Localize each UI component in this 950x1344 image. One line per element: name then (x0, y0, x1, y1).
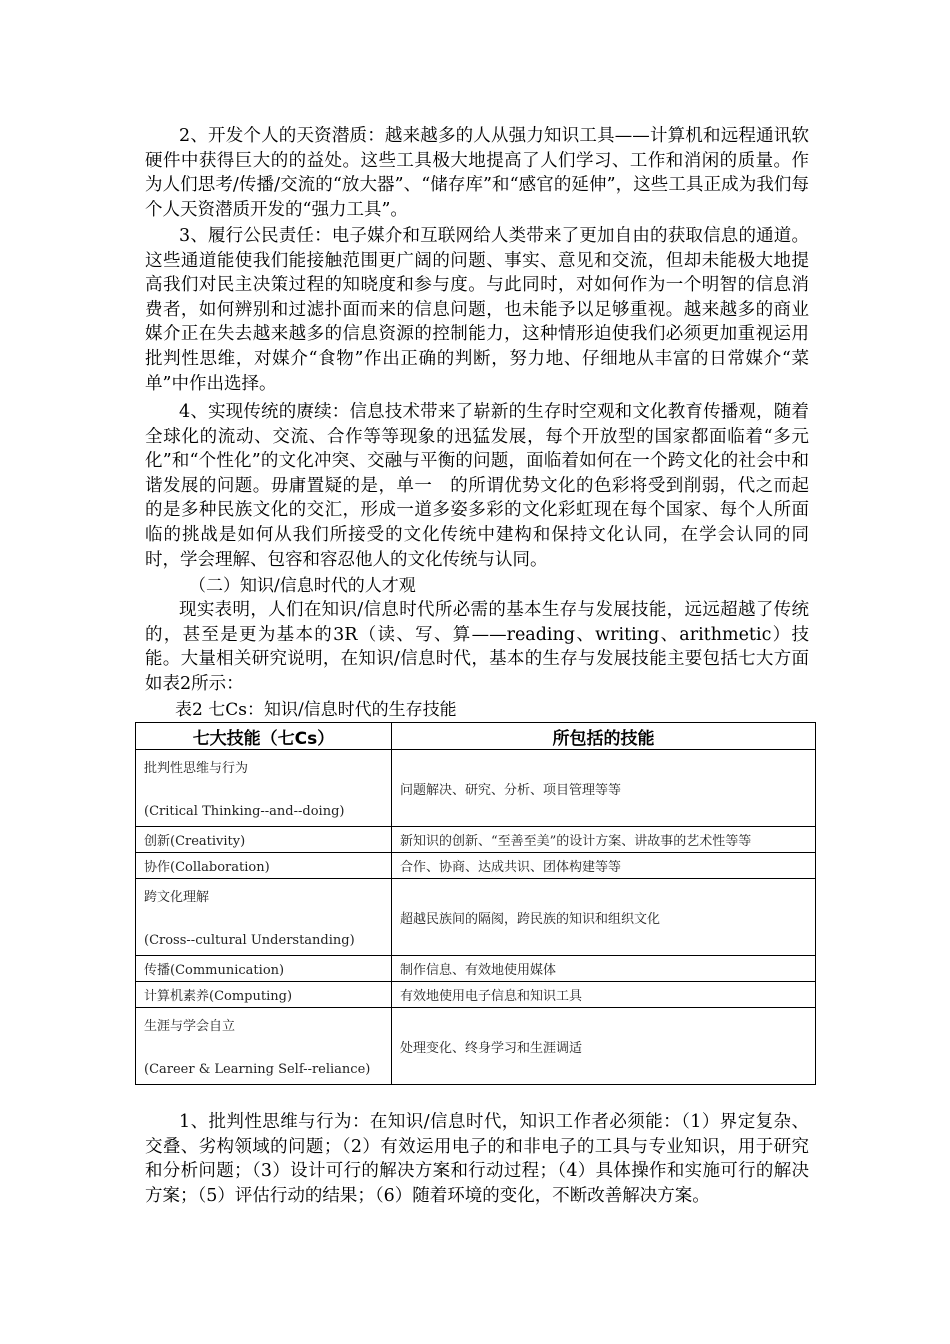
paragraph-talent-view: 现实表明，人们在知识/信息时代所必需的基本生存与发展技能，远远超越了传统的，甚至是更为基本的3R（读、写、算——reading、writing、arithmetic）技能。大量相关研究说明，在知识/信息时代，基本的生存与发展技能主要包括七大方面如表2所示： (145, 600, 809, 694)
section-subheading: （二）知识/信息时代的人才观 (189, 576, 416, 596)
table-row (136, 1008, 816, 1085)
table-caption: 表2 七Cs：知识/信息时代的生存技能 (175, 700, 457, 720)
skill-detail-cell: 新知识的创新、“至善至美”的设计方案、讲故事的艺术性等等 (392, 827, 816, 853)
skill-detail-cell: 制作信息、有效地使用媒体 (392, 956, 816, 982)
table-header-row (136, 723, 816, 750)
skill-detail-cell: 有效地使用电子信息和知识工具 (392, 982, 816, 1008)
table-row (136, 853, 816, 879)
skill-name-cell: 计算机素养(Computing) (136, 982, 392, 1008)
paragraph-civic-duty: 3、履行公民责任：电子媒介和互联网给人类带来了更加自由的获取信息的通道。这些通道能使我们能接触范围更广阔的问题、事实、意见和交流，但却未能极大地提高我们对民主决策过程的知晓度和参与度。与此同时，对如何作为一个明智的信息消费者，如何辨别和过滤扑面而来的信息问题，也未能予以足够重视。越来越多的商业媒介正在失去越来越多的信息资源的控制能力，这种情形迫使我们必须更加重视运用批判性思维，对媒介“食物”作出正确的判断，努力地、仔细地从丰富的日常媒介“菜单”中作出选择。 (145, 226, 809, 394)
skill-name-zh: 生涯与学会自立 (144, 1019, 236, 1034)
table-row (136, 827, 816, 853)
skill-name-zh: 跨文化理解 (144, 890, 210, 905)
table-row (136, 982, 816, 1008)
skill-name-cell: 协作(Collaboration) (136, 853, 392, 879)
skill-detail-cell: 超越民族间的隔阂，跨民族的知识和组织文化 (392, 879, 816, 956)
skill-detail-cell: 合作、协商、达成共识、团体构建等等 (392, 853, 816, 879)
skill-name-cell (136, 879, 392, 956)
skills-table (135, 722, 816, 1085)
header-seven-cs: 七大技能（七Cs） (136, 723, 392, 750)
paragraph-critical-thinking: 1、批判性思维与行为：在知识/信息时代，知识工作者必须能：（1）界定复杂、交叠、劣构领域的问题；（2）有效运用电子的和非电子的工具与专业知识，用于研究和分析问题；（3）设计可行的解决方案和行动过程；（4）具体操作和实施可行的解决方案；（5）评估行动的结果；（6）随着环境的变化，不断改善解决方案。 (145, 1112, 809, 1206)
table-row (136, 956, 816, 982)
skill-name-en: (Cross--cultural Understanding) (144, 933, 355, 948)
skill-name-cell (136, 750, 392, 827)
skill-name-cell: 创新(Creativity) (136, 827, 392, 853)
paragraph-tradition: 4、实现传统的赓续：信息技术带来了崭新的生存时空观和文化教育传播观，随着全球化的流动、交流、合作等等现象的迅猛发展，每个开放型的国家都面临着“多元化”和“个性化”的文化冲突、交融与平衡的问题，面临着如何在一个跨文化的社会中和谐发展的问题。毋庸置疑的是，单一 的所谓优势文化的色彩将受到削弱，代之而起的是多种民族文化的交汇，形成一道多姿多彩的文化彩虹现在每个国家、每个人所面临的挑战是如何从我们所接受的文化传统中建构和保持文化认同，在学会认同的同时，学会理解、包容和容忍他人的文化传统与认同。 (145, 402, 809, 570)
table-row (136, 879, 816, 956)
paragraph-talent-potential: 2、开发个人的天资潜质：越来越多的人从强力知识工具——计算机和远程通讯软硬件中获得巨大的的益处。这些工具极大地提高了人们学习、工作和消闲的质量。作为人们思考/传播/交流的“放大器”、“储存库”和“感官的延伸”，这些工具正成为我们每个人天资潜质开发的“强力工具”。 (145, 126, 809, 220)
skill-detail-cell: 处理变化、终身学习和生涯调适 (392, 1008, 816, 1085)
skill-name-en: (Career & Learning Self--reliance) (144, 1062, 371, 1077)
header-included-skills: 所包括的技能 (392, 723, 816, 750)
skill-name-en: (Critical Thinking--and--doing) (144, 804, 345, 819)
skill-name-cell (136, 1008, 392, 1085)
skill-detail-cell: 问题解决、研究、分析、项目管理等等 (392, 750, 816, 827)
table-row (136, 750, 816, 827)
skill-name-cell: 传播(Communication) (136, 956, 392, 982)
skill-name-zh: 批判性思维与行为 (144, 761, 249, 776)
